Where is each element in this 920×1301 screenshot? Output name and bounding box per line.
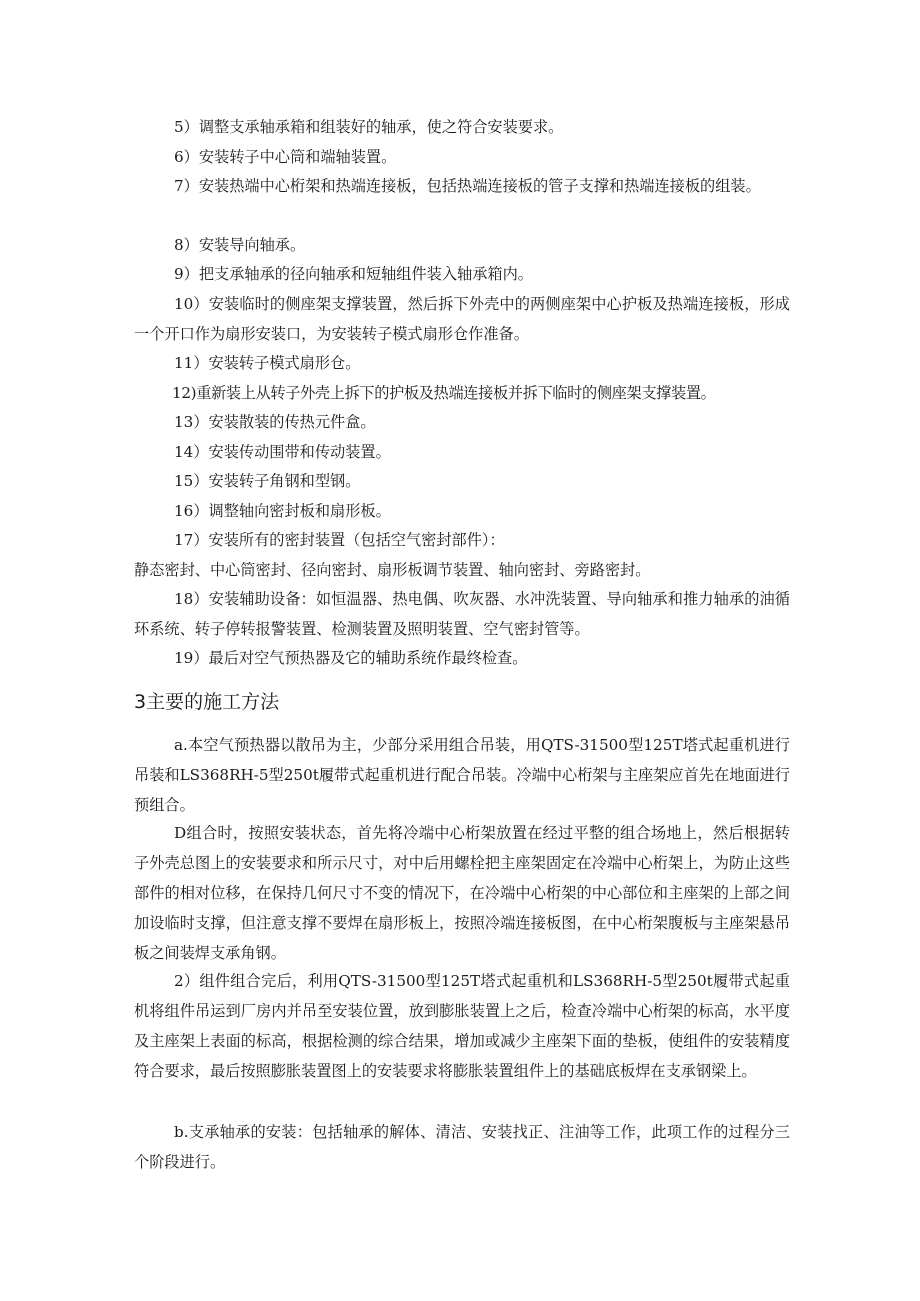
section-heading: 3主要的施工方法: [134, 691, 280, 713]
step-8: 8）安装导向轴承。: [174, 236, 306, 254]
step-18: 18）安装辅助设备：如恒温器、热电偶、吹灰器、水冲洗装置、导向轴承和推力轴承的油循环系统、转子停转报警装置、检测装置及照明装置、空气密封管等。: [134, 590, 790, 638]
step-14: 14）安装传动围带和传动装置。: [174, 443, 391, 461]
seal-list: 静态密封、中心筒密封、径向密封、扇形板调节装置、轴向密封、旁路密封。: [134, 561, 651, 579]
step-19: 19）最后对空气预热器及它的辅助系统作最终检查。: [174, 649, 528, 667]
step-7: 7）安装热端中心桁架和热端连接板，包括热端连接板的管子支撑和热端连接板的组装。: [174, 177, 761, 195]
step-15: 15）安装转子角钢和型钢。: [174, 472, 361, 490]
step-5: 5）调整支承轴承箱和组装好的轴承，使之符合安装要求。: [174, 118, 564, 136]
paragraph-2: 2）组件组合完后，利用QTS-31500型125T塔式起重机和LS368RH-5型250t履带式起重机将组件吊运到厂房内并吊至安装位置，放到膨胀装置上之后，检查冷端中心桁架的标高，水平度及主座架上表面的标高，根据检测的综合结果，增加或减少主座架下面的垫板，使组件的安装精度符合要求，最后按照膨胀装置图上的安装要求将膨胀装置组件上的基础底板焊在支承钢梁上。: [134, 972, 790, 1080]
step-16: 16）调整轴向密封板和扇形板。: [174, 502, 391, 520]
step-12: 12)重新装上从转子外壳上拆下的护板及热端连接板并拆下临时的侧座架支撑装置。: [172, 384, 716, 402]
paragraph-a: a.本空气预热器以散吊为主，少部分采用组合吊装，用QTS-31500型125T塔式起重机进行吊装和LS368RH-5型250t履带式起重机进行配合吊装。冷端中心桁架与主座架应首先在地面进行预组合。: [134, 736, 790, 814]
paragraph-d: D组合时，按照安装状态，首先将冷端中心桁架放置在经过平整的组合场地上，然后根据转子外壳总图上的安装要求和所示尺寸，对中后用螺栓把主座架固定在冷端中心桁架上，为防止这些部件的相对位移，在保持几何尺寸不变的情况下，在冷端中心桁架的中心部位和主座架的上部之间加设临时支撑，但注意支撑不要焊在扇形板上，按照冷端连接板图，在中心桁架腹板与主座架悬吊板之间装焊支承角钢。: [134, 824, 790, 962]
step-13: 13）安装散装的传热元件盒。: [174, 413, 376, 431]
step-10: 10）安装临时的侧座架支撑装置，然后拆下外壳中的两侧座架中心护板及热端连接板，形成一个开口作为扇形安装口，为安装转子模式扇形仓作准备。: [134, 295, 790, 343]
step-17: 17）安装所有的密封装置（包括空气密封部件）：: [174, 531, 505, 549]
step-6: 6）安装转子中心筒和端轴装置。: [174, 148, 397, 166]
step-11: 11）安装转子模式扇形仓。: [174, 354, 361, 372]
paragraph-b: b.支承轴承的安装：包括轴承的解体、清洁、安装找正、注油等工作，此项工作的过程分三个阶段进行。: [134, 1123, 790, 1171]
step-9: 9）把支承轴承的径向轴承和短轴组件装入轴承箱内。: [174, 265, 533, 283]
